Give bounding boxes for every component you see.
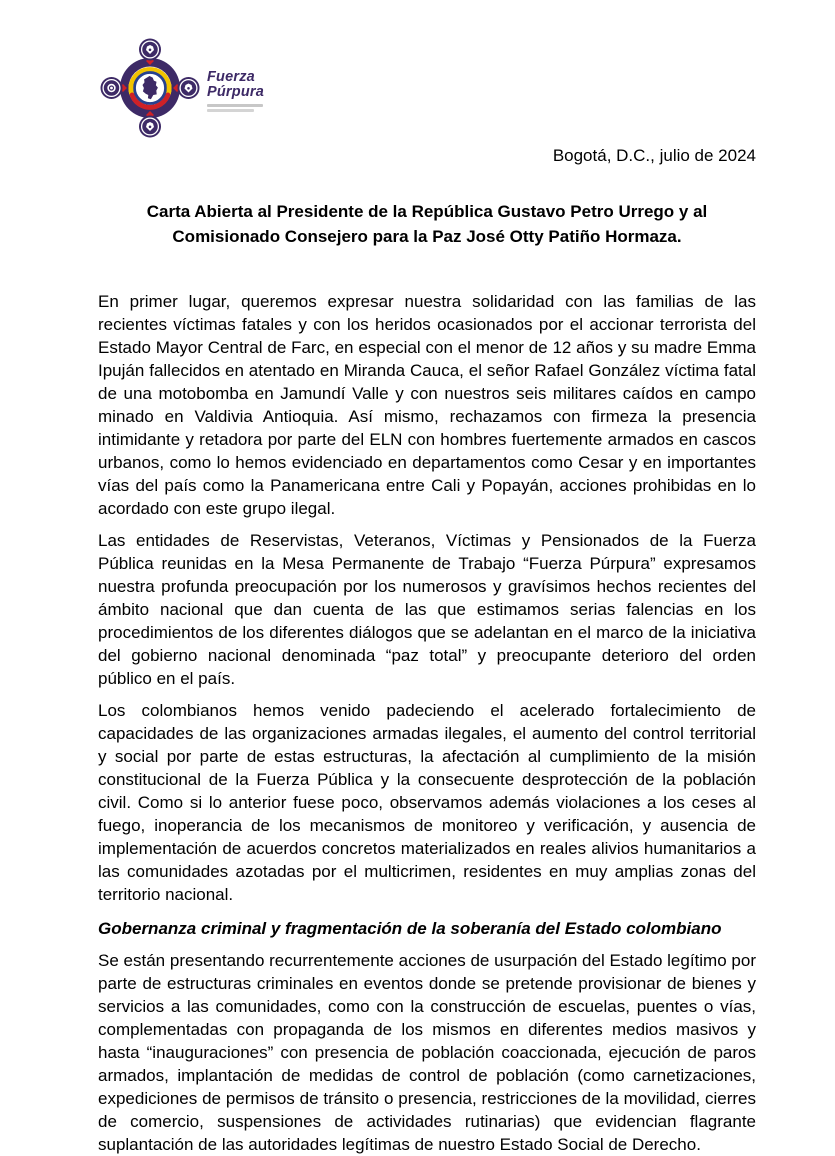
logo-name-line1: Fuerza: [207, 69, 255, 85]
emblem-badge-south: [139, 116, 161, 138]
logo-wordmark: [207, 70, 264, 114]
letter-body: [98, 290, 756, 1156]
logo-name-line2: Púrpura: [207, 84, 264, 100]
date-line: Bogotá, D.C., julio de 2024: [552, 146, 756, 165]
emblem-badge-west: [101, 77, 123, 99]
section-heading: Gobernanza criminal y fragmentación de la soberanía del Estado colombiano: [98, 919, 722, 938]
paragraph-3: Los colombianos hemos venido padeciendo el acelerado fortalecimiento de capacidades de las organizaciones armadas ilegales, el aumento del control territorial y social por parte de estas estructuras, la afectación al cumplimiento de la misión constitucional de la Fuerza Pública y la consecuente desprotección de la población civil. Como si lo anterior fuese poco, observamos además violaciones a los ceses al fuego, inoperancia de los mecanismos de monitoreo y verificación, y ausencia de implementación de acuerdos concretos materializados en reales alivios humanitarios a las comunidades azotadas por el multicrimen, residentes en muy amplias zonas del territorio nacional.: [98, 701, 756, 904]
paragraph-2: Las entidades de Reservistas, Veteranos, Víctimas y Pensionados de la Fuerza Pública reunidas en la Mesa Permanente de Trabajo “Fuerza Púrpura” expresamos nuestra profunda preocupación por los numerosos y gravísimos hechos recientes del ámbito nacional que dan cuenta de las que estimamos serias falencias en los procedimientos de los diferentes diálogos que se adelantan en el marco de la iniciativa del gobierno nacional denominada “paz total” y preocupante deterioro del orden público en el país.: [98, 531, 756, 688]
emblem-badge-north: [139, 39, 161, 61]
logo-tagline-line: [207, 104, 263, 107]
fuerza-purpura-emblem-icon: [100, 38, 200, 138]
logo-tagline-line: [207, 109, 254, 112]
paragraph-1: En primer lugar, queremos expresar nuestra solidaridad con las familias de las recientes víctimas fatales y con los heridos ocasionados por el accionar terrorista del Estado Mayor Central de Farc, en especial con el menor de 12 años y su madre Emma Ipuján fallecidos en atentado en Miranda Cauca, el señor Rafael González víctima fatal de una motobomba en Jamundí Valle y con nuestros seis militares caídos en campo minado en Valdivia Antioquia. Así mismo, rechazamos con firmeza la presencia intimidante y retadora por parte del ELN con hombres fuertemente armados en cascos urbanos, como lo hemos evidenciado en departamentos como Cesar y en importantes vías del país como la Panamericana entre Cali y Popayán, acciones prohibidas en lo acordado con este grupo ilegal.: [98, 292, 756, 518]
emblem-badge-east: [178, 77, 200, 99]
logo-tagline: [207, 104, 264, 112]
letter-title: Carta Abierta al Presidente de la República Gustavo Petro Urrego y al Comisionado Consejero para la Paz José Otty Patiño Hormaza.: [146, 202, 708, 246]
letterhead: [100, 38, 756, 140]
paragraph-4: Se están presentando recurrentemente acciones de usurpación del Estado legítimo por parte de estructuras criminales en eventos donde se pretende provisionar de bienes y servicios a las comunidades, como con la construcción de escuelas, puentes o vías, complementadas con propaganda de los mismos en diferentes medios masivos y hasta “inauguraciones” con presencia de población coaccionada, ejecución de paros armados, implantación de medidas de control de población (como carnetizaciones, expediciones de permisos de tránsito o presencia, restricciones de la movilidad, cierres de comercio, suspensiones de actividades rutinarias) que evidencian flagrante suplantación de las autoridades legítimas de nuestro Estado Social de Derecho.: [98, 951, 756, 1154]
